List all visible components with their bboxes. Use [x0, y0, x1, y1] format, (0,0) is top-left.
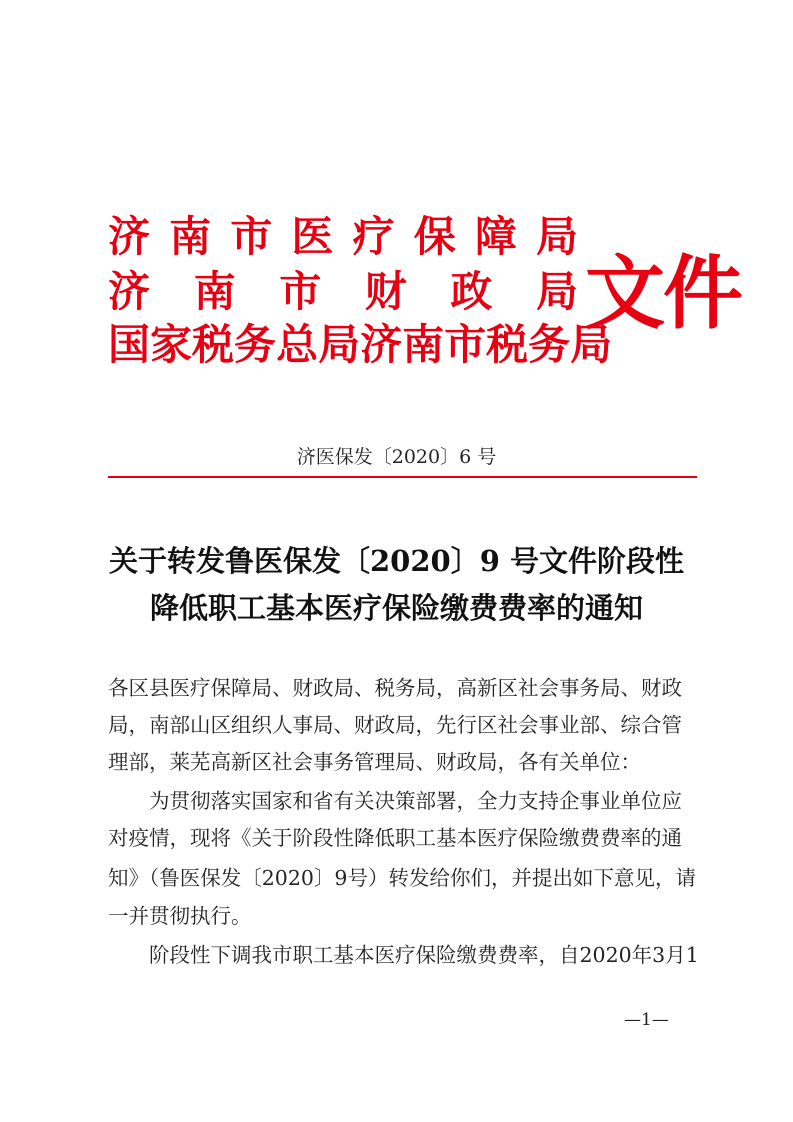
issuer-char: 市 — [230, 212, 273, 261]
issuer-char: 务 — [234, 320, 277, 369]
page-number: —1— — [624, 1010, 669, 1030]
issuer-char: 总 — [276, 320, 319, 369]
issuer-char: 局 — [570, 320, 613, 369]
issuer-char: 局 — [535, 267, 578, 316]
red-divider — [108, 476, 697, 478]
body-line: 局，南部山区组织人事局、财政局，先行区社会事业部、综合管 — [108, 713, 682, 737]
notice-title-line-2: 降低职工基本医疗保险缴费费率的通知 — [149, 591, 643, 625]
issuer-char: 政 — [450, 267, 493, 316]
issuer-char: 务 — [528, 320, 571, 369]
issuer-char: 济 — [108, 267, 151, 316]
issuer-line-medical-security-bureau — [108, 213, 578, 261]
issuer-char: 济 — [360, 320, 403, 369]
document-word: 文件 — [585, 246, 741, 340]
body-line: 对疫情，现将《关于阶段性降低职工基本医疗保险缴费费率的通 — [108, 826, 682, 850]
notice-title-line-1: 关于转发鲁医保发〔2020〕9 号文件阶段性 — [109, 544, 684, 578]
body-line: 知》（鲁医保发〔2020〕9号）转发给你们，并提出如下意见，请 — [108, 866, 696, 890]
issuer-char: 税 — [486, 320, 529, 369]
document-number: 济医保发〔2020〕6 号 — [296, 446, 497, 468]
issuer-char: 局 — [535, 212, 578, 261]
body-line: 理部，莱芜高新区社会事务管理局、财政局，各有关单位： — [108, 750, 641, 774]
issuer-char: 南 — [193, 267, 236, 316]
issuer-char: 南 — [402, 320, 445, 369]
issuer-char: 济 — [108, 212, 151, 261]
issuer-char: 南 — [169, 212, 212, 261]
issuer-char: 市 — [444, 320, 487, 369]
issuer-char: 家 — [150, 320, 193, 369]
issuer-line-tax-bureau — [108, 320, 613, 369]
body-line: 为贯彻落实国家和省有关决策部署，全力支持企事业单位应 — [108, 789, 682, 813]
issuer-char: 医 — [291, 212, 334, 261]
issuer-char: 市 — [279, 267, 322, 316]
issuer-char: 财 — [364, 267, 407, 316]
issuer-char: 疗 — [352, 212, 395, 261]
body-line: 一并贯彻执行。 — [108, 904, 252, 928]
issuer-line-finance-bureau — [108, 268, 578, 316]
issuer-char: 障 — [474, 212, 517, 261]
issuer-char: 税 — [192, 320, 235, 369]
issuer-char: 局 — [318, 320, 361, 369]
issuer-char: 保 — [413, 212, 456, 261]
issuer-char: 国 — [108, 320, 151, 369]
body-line: 阶段性下调我市职工基本医疗保险缴费费率，自2020年3月1 — [108, 943, 699, 967]
body-line: 各区县医疗保障局、财政局、税务局，高新区社会事务局、财政 — [108, 676, 682, 700]
